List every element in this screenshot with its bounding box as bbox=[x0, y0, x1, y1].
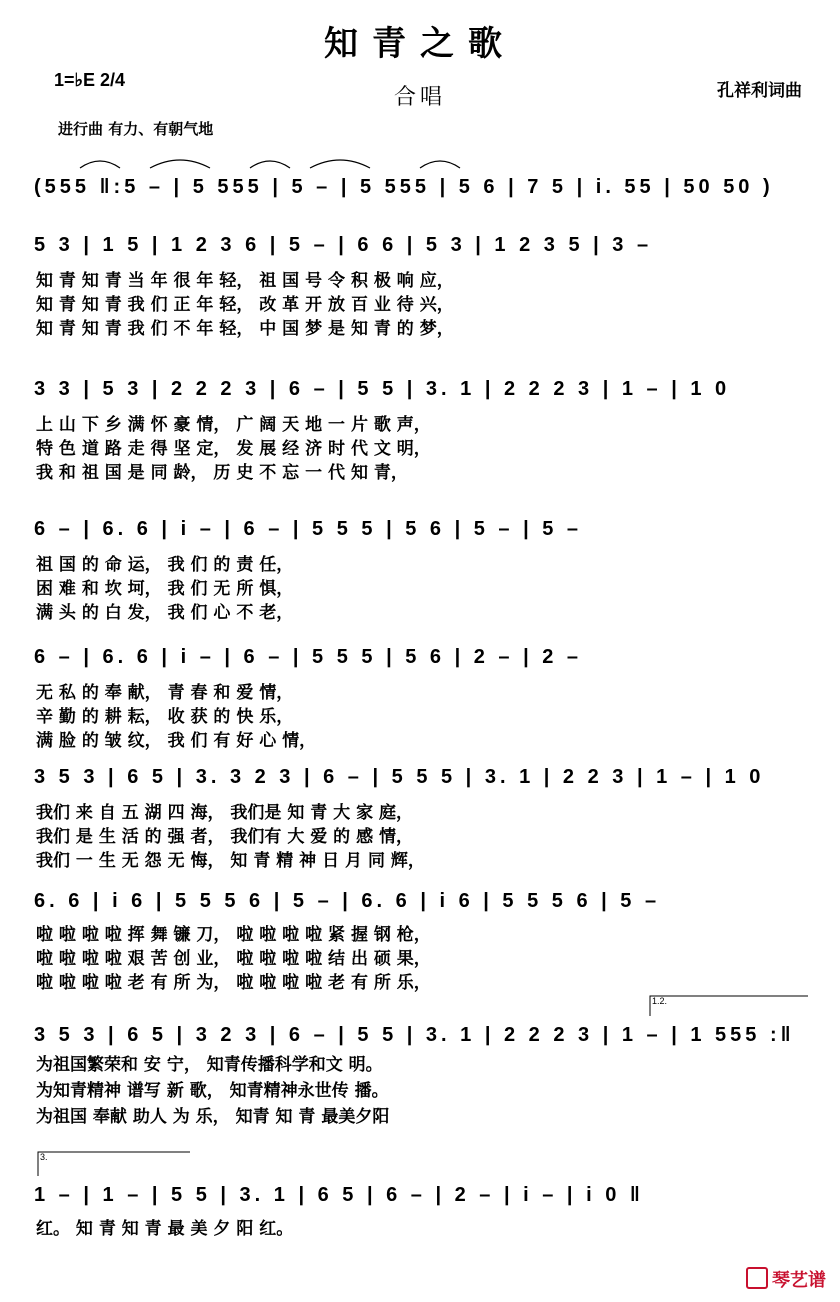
notation-line: (555 ‖:5 – | 5 555 | 5 – | 5 555 | 5 6 | 7 5 | i. 55 | 50 50 ) bbox=[34, 176, 774, 198]
lyric-verse-1: 红。 知 青 知 青 最 美 夕 阳 红。 bbox=[36, 1219, 294, 1239]
lyric-verse-1: 我们 来 自 五 湖 四 海， 我们是 知 青 大 家 庭， bbox=[36, 803, 414, 823]
watermark-text: 琴艺谱 bbox=[772, 1270, 826, 1291]
watermark-logo bbox=[746, 1266, 826, 1292]
key-signature: 1=♭E 2/4 bbox=[54, 70, 126, 90]
lyric-verse-1: 知 青 知 青 当 年 很 年 轻， 祖 国 号 令 积 极 响 应， bbox=[36, 271, 454, 291]
lyric-verse-3: 满 头 的 白 发， 我 们 心 不 老， bbox=[36, 603, 294, 623]
lyric-verse-3: 为祖国 奉献 助人 为 乐， 知青 知 青 最美夕阳 bbox=[36, 1107, 390, 1127]
notation-line: 5 3 | 1 5 | 1 2 3 6 | 5 – | 6 6 | 5 3 | 1 2 3 5 | 3 – bbox=[34, 234, 653, 256]
lyric-verse-3: 满 脸 的 皱 纹， 我 们 有 好 心 情， bbox=[36, 731, 317, 751]
lyric-verse-2: 啦 啦 啦 啦 艰 苦 创 业， 啦 啦 啦 啦 结 出 硕 果， bbox=[36, 949, 431, 969]
lyric-verse-2: 为知青精神 谱写 新 歌， 知青精神永世传 播。 bbox=[36, 1081, 389, 1101]
lyric-verse-1: 无 私 的 奉 献， 青 春 和 爱 情， bbox=[36, 683, 294, 703]
lyric-verse-2: 辛 勤 的 耕 耘， 收 获 的 快 乐， bbox=[36, 707, 294, 727]
composer-credit: 孔祥利词曲 bbox=[717, 81, 802, 101]
lyric-verse-2: 知 青 知 青 我 们 正 年 轻， 改 革 开 放 百 业 待 兴， bbox=[36, 295, 454, 315]
song-subtitle: 合唱 bbox=[393, 85, 446, 110]
logo-icon bbox=[746, 1267, 768, 1289]
lyric-verse-2: 困 难 和 坎 坷， 我 们 无 所 惧， bbox=[36, 579, 294, 599]
lyric-verse-3: 啦 啦 啦 啦 老 有 所 为， 啦 啦 啦 啦 老 有 所 乐， bbox=[36, 973, 431, 993]
song-title: 知青之歌 bbox=[324, 24, 516, 64]
volta-label: 3. bbox=[40, 1152, 48, 1162]
lyric-verse-3: 我们 一 生 无 怨 无 悔， 知 青 精 神 日 月 同 辉， bbox=[36, 851, 425, 871]
lyric-verse-3: 我 和 祖 国 是 同 龄， 历 史 不 忘 一 代 知 青， bbox=[36, 463, 408, 483]
slur-marks bbox=[0, 148, 840, 172]
lyric-verse-1: 祖 国 的 命 运， 我 们 的 责 任， bbox=[36, 555, 294, 575]
notation-line: 3 5 3 | 6 5 | 3 2 3 | 6 – | 5 5 | 3. 1 | 2 2 2 3 | 1 – | 1 555 :‖ bbox=[34, 1024, 795, 1046]
lyric-verse-1: 上 山 下 乡 满 怀 豪 情， 广 阔 天 地 一 片 歌 声， bbox=[36, 415, 431, 435]
notation-line: 6. 6 | i 6 | 5 5 5 6 | 5 – | 6. 6 | i 6 | 5 5 5 6 | 5 – bbox=[34, 890, 661, 912]
volta-bracket bbox=[0, 992, 840, 1018]
notation-line: 3 3 | 5 3 | 2 2 2 3 | 6 – | 5 5 | 3. 1 | 2 2 2 3 | 1 – | 1 0 bbox=[34, 378, 731, 400]
volta-label: 1.2. bbox=[652, 996, 668, 1006]
notation-line: 1 – | 1 – | 5 5 | 3. 1 | 6 5 | 6 – | 2 – | i – | i 0 ‖ bbox=[34, 1184, 644, 1206]
notation-line: 3 5 3 | 6 5 | 3. 3 2 3 | 6 – | 5 5 5 | 3. 1 | 2 2 3 | 1 – | 1 0 bbox=[34, 766, 765, 788]
notation-line: 6 – | 6. 6 | i – | 6 – | 5 5 5 | 5 6 | 5 – | 5 – bbox=[34, 518, 583, 540]
notation-line: 6 – | 6. 6 | i – | 6 – | 5 5 5 | 5 6 | 2 – | 2 – bbox=[34, 646, 583, 668]
volta-bracket bbox=[0, 1148, 840, 1178]
tempo-marking: 进行曲 有力、有朝气地 bbox=[58, 120, 214, 138]
lyric-verse-3: 知 青 知 青 我 们 不 年 轻， 中 国 梦 是 知 青 的 梦， bbox=[36, 319, 454, 339]
lyric-verse-1: 为祖国繁荣和 安 宁， 知青传播科学和文 明。 bbox=[36, 1055, 383, 1075]
lyric-verse-1: 啦 啦 啦 啦 挥 舞 镰 刀， 啦 啦 啦 啦 紧 握 钢 枪， bbox=[36, 925, 431, 945]
lyric-verse-2: 特 色 道 路 走 得 坚 定， 发 展 经 济 时 代 文 明， bbox=[36, 439, 431, 459]
lyric-verse-2: 我们 是 生 活 的 强 者， 我们有 大 爱 的 感 情， bbox=[36, 827, 414, 847]
